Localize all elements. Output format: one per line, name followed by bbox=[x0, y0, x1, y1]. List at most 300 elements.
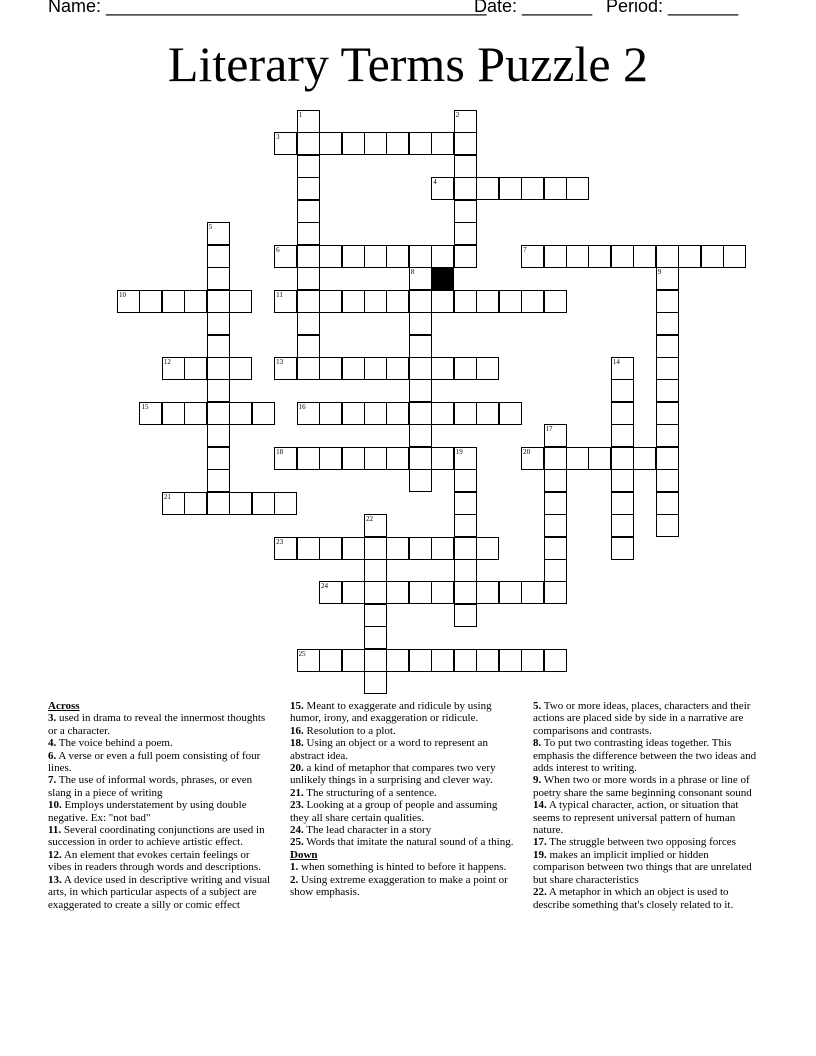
clue-number-label: 5 bbox=[208, 223, 213, 232]
grid-cell[interactable] bbox=[656, 447, 679, 470]
grid-cell[interactable] bbox=[342, 537, 365, 560]
grid-cell[interactable] bbox=[656, 379, 679, 402]
grid-cell[interactable] bbox=[364, 604, 387, 627]
clue-text: A typical character, action, or situation that seems to represent universal pattern of human nature. bbox=[533, 799, 739, 837]
grid-cell[interactable] bbox=[297, 402, 320, 425]
clue-text: The use of informal words, phrases, or even slang in a piece of writing bbox=[48, 774, 253, 799]
grid-cell[interactable] bbox=[386, 357, 409, 380]
grid-cell[interactable] bbox=[431, 177, 454, 200]
clue-item bbox=[290, 836, 516, 848]
grid-cell[interactable] bbox=[342, 357, 365, 380]
grid-cell[interactable] bbox=[297, 357, 320, 380]
clue-item bbox=[48, 712, 274, 737]
grid-cell[interactable] bbox=[364, 581, 387, 604]
clue-text: when something is hinted to before it happens. bbox=[298, 861, 507, 874]
name-field-label: Name: ______________________________________ bbox=[48, 0, 487, 16]
clue-text: Looking at a group of people and assuming they all share certain qualities. bbox=[290, 799, 498, 824]
clue-item bbox=[290, 737, 516, 762]
clue-number-label: 8 bbox=[410, 268, 415, 277]
grid-cell[interactable] bbox=[476, 290, 499, 313]
clue-text: The voice behind a poem. bbox=[56, 737, 173, 750]
grid-cell[interactable] bbox=[588, 447, 611, 470]
page-title: Literary Terms Puzzle 2 bbox=[167, 36, 649, 92]
grid-cell[interactable] bbox=[319, 357, 342, 380]
grid-cell[interactable] bbox=[633, 245, 656, 268]
grid-cell[interactable] bbox=[656, 357, 679, 380]
grid-cell[interactable] bbox=[342, 581, 365, 604]
grid-cell[interactable] bbox=[521, 177, 544, 200]
grid-cell[interactable] bbox=[701, 245, 724, 268]
grid-cell[interactable] bbox=[207, 222, 230, 245]
clue-item bbox=[533, 774, 759, 799]
grid-cell[interactable] bbox=[566, 447, 589, 470]
clue-number-label: 2 bbox=[455, 111, 460, 119]
grid-cell[interactable] bbox=[476, 649, 499, 672]
clue-number-label: 22 bbox=[365, 515, 373, 524]
grid-cell[interactable] bbox=[319, 132, 342, 155]
grid-cell[interactable] bbox=[364, 626, 387, 649]
grid-cell[interactable] bbox=[364, 132, 387, 155]
grid-cell[interactable] bbox=[476, 537, 499, 560]
grid-cell[interactable] bbox=[386, 132, 409, 155]
grid-cell[interactable] bbox=[544, 514, 567, 537]
grid-cell[interactable] bbox=[409, 402, 432, 425]
clue-number-label: 17 bbox=[545, 425, 553, 434]
period-field-label: Period: _______ bbox=[606, 0, 739, 16]
grid-cell[interactable] bbox=[162, 492, 185, 515]
grid-cell[interactable] bbox=[342, 245, 365, 268]
clue-text: Several coordinating conjunctions are used in succession in order to achieve artistic effect. bbox=[48, 824, 265, 849]
grid-cell[interactable] bbox=[364, 290, 387, 313]
clue-number: 17. bbox=[533, 836, 547, 849]
clue-number-label: 12 bbox=[163, 357, 171, 366]
grid-cell[interactable] bbox=[184, 402, 207, 425]
clue-item bbox=[48, 750, 274, 775]
grid-cell[interactable] bbox=[431, 537, 454, 560]
grid-cell[interactable] bbox=[409, 290, 432, 313]
grid-cell[interactable] bbox=[297, 649, 320, 672]
grid-cell[interactable] bbox=[297, 222, 320, 245]
grid-cell[interactable] bbox=[431, 357, 454, 380]
grid-cell[interactable] bbox=[252, 402, 275, 425]
grid-cell[interactable] bbox=[656, 402, 679, 425]
clue-text: A verse or even a full poem consisting of four lines. bbox=[48, 749, 261, 775]
clue-number-label: 9 bbox=[657, 268, 662, 277]
grid-cell[interactable] bbox=[229, 402, 252, 425]
grid-cell[interactable] bbox=[207, 312, 230, 335]
date-field-label: Date: _______ bbox=[474, 0, 593, 16]
grid-cell[interactable] bbox=[229, 357, 252, 380]
grid-cell[interactable] bbox=[544, 177, 567, 200]
grid-cell[interactable] bbox=[297, 245, 320, 268]
grid-cell[interactable] bbox=[386, 290, 409, 313]
grid-cell[interactable] bbox=[454, 581, 477, 604]
grid-cell[interactable] bbox=[611, 469, 634, 492]
clue-number: 2. bbox=[290, 873, 299, 886]
grid-cell[interactable] bbox=[454, 200, 477, 223]
grid-cell[interactable] bbox=[544, 245, 567, 268]
clue-item bbox=[290, 787, 516, 799]
grid-cell[interactable] bbox=[364, 245, 387, 268]
grid-cell[interactable] bbox=[611, 514, 634, 537]
grid-cell[interactable] bbox=[297, 537, 320, 560]
grid-cell[interactable] bbox=[656, 424, 679, 447]
grid-cell[interactable] bbox=[409, 132, 432, 155]
clue-number-label: 3 bbox=[276, 133, 280, 142]
clue-item bbox=[290, 762, 516, 787]
grid-cell[interactable] bbox=[364, 649, 387, 672]
clue-section-heading: Across bbox=[48, 700, 80, 712]
grid-cell[interactable] bbox=[656, 267, 679, 290]
clue-number: 8. bbox=[533, 737, 542, 750]
clue-item bbox=[48, 824, 274, 849]
clue-number: 16. bbox=[290, 724, 304, 737]
clue-item bbox=[48, 799, 274, 824]
grid-cell[interactable] bbox=[499, 290, 522, 313]
grid-cell[interactable] bbox=[162, 290, 185, 313]
grid-cell[interactable] bbox=[184, 290, 207, 313]
grid-cell[interactable] bbox=[431, 245, 454, 268]
grid-cell[interactable] bbox=[184, 357, 207, 380]
grid-cell[interactable] bbox=[319, 537, 342, 560]
grid-cell[interactable] bbox=[319, 402, 342, 425]
grid-cell[interactable] bbox=[544, 537, 567, 560]
clue-number-label: 11 bbox=[276, 290, 283, 299]
grid-cell[interactable] bbox=[319, 649, 342, 672]
grid-cell[interactable] bbox=[544, 559, 567, 582]
grid-cell[interactable] bbox=[656, 492, 679, 515]
grid-cell[interactable] bbox=[611, 537, 634, 560]
grid-cell[interactable] bbox=[656, 335, 679, 358]
grid-cell[interactable] bbox=[431, 132, 454, 155]
grid-cell[interactable] bbox=[499, 402, 522, 425]
grid-cell[interactable] bbox=[544, 492, 567, 515]
clue-number-label: 4 bbox=[433, 178, 437, 187]
grid-cell[interactable] bbox=[678, 245, 701, 268]
grid-cell[interactable] bbox=[588, 245, 611, 268]
grid-cell[interactable] bbox=[409, 335, 432, 358]
grid-cell[interactable] bbox=[409, 245, 432, 268]
clue-number: 22. bbox=[533, 886, 547, 899]
grid-cell[interactable] bbox=[342, 290, 365, 313]
grid-cell[interactable] bbox=[566, 177, 589, 200]
clue-item bbox=[533, 886, 759, 911]
grid-cell[interactable] bbox=[544, 581, 567, 604]
grid-cell[interactable] bbox=[454, 469, 477, 492]
grid-cell[interactable] bbox=[274, 357, 297, 380]
clue-section-heading: Down bbox=[290, 848, 318, 861]
clue-text: An element that evokes certain feelings or vibes in readers through words and descriptions. bbox=[48, 848, 261, 874]
grid-cell[interactable] bbox=[454, 222, 477, 245]
grid-cell[interactable] bbox=[297, 290, 320, 313]
clue-number-label: 6 bbox=[276, 245, 280, 254]
clue-text: A device used in descriptive writing and visual arts, in which particular aspects of a subject are exaggerated to create a silly or comic effect bbox=[48, 873, 271, 911]
clue-number: 7. bbox=[48, 774, 57, 787]
clue-text: To put two contrasting ideas together. This emphasis the difference between the two ideas and adds interest to writing. bbox=[533, 737, 757, 775]
clue-item bbox=[290, 824, 516, 836]
grid-cell[interactable] bbox=[409, 357, 432, 380]
clue-number-label: 20 bbox=[523, 447, 531, 456]
grid-cell[interactable] bbox=[342, 132, 365, 155]
clue-item bbox=[533, 849, 759, 886]
grid-cell[interactable] bbox=[274, 537, 297, 560]
grid-cell[interactable] bbox=[476, 177, 499, 200]
clue-number-label: 19 bbox=[455, 447, 463, 456]
clue-item bbox=[533, 700, 759, 737]
grid-cell[interactable] bbox=[499, 649, 522, 672]
grid-cell[interactable] bbox=[656, 469, 679, 492]
grid-cell[interactable] bbox=[274, 492, 297, 515]
grid-cell[interactable] bbox=[566, 245, 589, 268]
clue-number: 12. bbox=[48, 848, 62, 861]
grid-cell[interactable] bbox=[274, 132, 297, 155]
grid-cell[interactable] bbox=[431, 581, 454, 604]
grid-cell[interactable] bbox=[454, 604, 477, 627]
grid-cell[interactable] bbox=[274, 245, 297, 268]
grid-cell[interactable] bbox=[454, 110, 477, 133]
grid-cell[interactable] bbox=[454, 155, 477, 178]
grid-cell[interactable] bbox=[611, 245, 634, 268]
grid-cell[interactable] bbox=[499, 177, 522, 200]
grid-cell[interactable] bbox=[229, 492, 252, 515]
clue-number: 23. bbox=[290, 799, 304, 812]
clue-number: 3. bbox=[48, 712, 57, 725]
grid-cell[interactable] bbox=[454, 492, 477, 515]
clue-text: When two or more words in a phrase or line of poetry share the same beginning consonant sound bbox=[533, 774, 752, 799]
clue-item bbox=[290, 874, 516, 899]
grid-cell[interactable] bbox=[319, 290, 342, 313]
grid-cell[interactable] bbox=[544, 447, 567, 470]
grid-cell[interactable] bbox=[297, 200, 320, 223]
grid-cell[interactable] bbox=[252, 492, 275, 515]
grid-cell[interactable] bbox=[611, 357, 634, 380]
grid-cell[interactable] bbox=[611, 492, 634, 515]
grid-cell[interactable] bbox=[656, 514, 679, 537]
grid-cell[interactable] bbox=[297, 335, 320, 358]
grid-cell[interactable] bbox=[364, 402, 387, 425]
grid-cell[interactable] bbox=[454, 649, 477, 672]
grid-cell[interactable] bbox=[454, 132, 477, 155]
grid-cell[interactable] bbox=[297, 177, 320, 200]
grid-cell[interactable] bbox=[409, 581, 432, 604]
grid-cell[interactable] bbox=[364, 537, 387, 560]
grid-cell[interactable] bbox=[476, 581, 499, 604]
clue-item bbox=[290, 725, 516, 737]
grid-cell[interactable] bbox=[409, 447, 432, 470]
grid-cell[interactable] bbox=[431, 447, 454, 470]
grid-cell[interactable] bbox=[207, 357, 230, 380]
grid-cell[interactable] bbox=[454, 537, 477, 560]
grid-cell[interactable] bbox=[207, 469, 230, 492]
grid-cell[interactable] bbox=[454, 559, 477, 582]
clue-item bbox=[290, 799, 516, 824]
grid-cell[interactable] bbox=[454, 290, 477, 313]
grid-cell[interactable] bbox=[342, 649, 365, 672]
grid-cell[interactable] bbox=[521, 447, 544, 470]
grid-cell[interactable] bbox=[409, 312, 432, 335]
grid-cell[interactable] bbox=[297, 447, 320, 470]
clue-text: Using extreme exaggeration to make a point or show emphasis. bbox=[290, 873, 508, 899]
grid-cell[interactable] bbox=[207, 335, 230, 358]
grid-cell[interactable] bbox=[521, 649, 544, 672]
clue-item bbox=[48, 874, 274, 911]
grid-cell[interactable] bbox=[633, 447, 656, 470]
grid-cell[interactable] bbox=[117, 290, 140, 313]
grid-cell[interactable] bbox=[319, 447, 342, 470]
clue-column-1 bbox=[48, 700, 274, 911]
clue-number: 13. bbox=[48, 873, 62, 886]
grid-cell[interactable] bbox=[454, 447, 477, 470]
clue-text: Meant to exaggerate and ridicule by using humor, irony, and exaggeration or ridicule. bbox=[290, 700, 492, 725]
clue-item bbox=[48, 849, 274, 874]
grid-cell[interactable] bbox=[386, 447, 409, 470]
grid-cell[interactable] bbox=[544, 290, 567, 313]
clue-item bbox=[48, 737, 274, 749]
grid-cell[interactable] bbox=[364, 671, 387, 694]
clue-number-label: 13 bbox=[276, 357, 284, 366]
grid-cell[interactable] bbox=[409, 537, 432, 560]
clue-number: 15. bbox=[290, 700, 304, 712]
grid-cell[interactable] bbox=[364, 559, 387, 582]
grid-cell[interactable] bbox=[454, 245, 477, 268]
grid-cell[interactable] bbox=[139, 402, 162, 425]
grid-cell[interactable] bbox=[409, 379, 432, 402]
grid-cell[interactable] bbox=[207, 245, 230, 268]
grid-cell[interactable] bbox=[297, 110, 320, 133]
grid-cell[interactable] bbox=[386, 402, 409, 425]
grid-cell[interactable] bbox=[207, 424, 230, 447]
clue-text: a kind of metaphor that compares two very unlikely things in a surprising and clever way. bbox=[290, 762, 496, 787]
clue-item bbox=[290, 861, 516, 873]
grid-cell[interactable] bbox=[364, 514, 387, 537]
grid-cell[interactable] bbox=[454, 357, 477, 380]
grid-cell[interactable] bbox=[521, 245, 544, 268]
grid-cell[interactable] bbox=[342, 447, 365, 470]
clue-number: 10. bbox=[48, 799, 62, 812]
grid-cell[interactable] bbox=[454, 514, 477, 537]
grid-cell[interactable] bbox=[611, 424, 634, 447]
grid-cell[interactable] bbox=[723, 245, 746, 268]
clue-number-label: 24 bbox=[321, 582, 329, 591]
grid-cell[interactable] bbox=[409, 267, 432, 290]
grid-cell[interactable] bbox=[207, 379, 230, 402]
grid-cell[interactable] bbox=[207, 402, 230, 425]
clue-number: 19. bbox=[533, 848, 547, 861]
grid-cell[interactable] bbox=[274, 290, 297, 313]
clue-number-label: 1 bbox=[298, 111, 303, 119]
clue-number: 20. bbox=[290, 762, 304, 775]
clue-number: 24. bbox=[290, 824, 304, 837]
grid-cell[interactable] bbox=[297, 155, 320, 178]
clue-text: Two or more ideas, places, characters and their actions are placed side by side in a narrative are comparisons and contrasts. bbox=[533, 700, 751, 737]
clue-number: 6. bbox=[48, 749, 57, 762]
grid-cell[interactable] bbox=[386, 537, 409, 560]
clue-number-label: 10 bbox=[119, 290, 126, 299]
grid-cell[interactable] bbox=[364, 357, 387, 380]
grid-cell[interactable] bbox=[454, 402, 477, 425]
grid-cell[interactable] bbox=[274, 447, 297, 470]
clue-number: 18. bbox=[290, 737, 304, 750]
grid-cell[interactable] bbox=[431, 290, 454, 313]
grid-cell[interactable] bbox=[544, 649, 567, 672]
grid-cell[interactable] bbox=[499, 581, 522, 604]
clue-number: 21. bbox=[290, 786, 304, 799]
clue-number-label: 16 bbox=[298, 402, 306, 411]
grid-cell[interactable] bbox=[184, 492, 207, 515]
clue-text: used in drama to reveal the innermost thoughts or a character. bbox=[48, 712, 266, 737]
clue-text: The structuring of a sentence. bbox=[303, 786, 437, 799]
grid-cell[interactable] bbox=[386, 649, 409, 672]
clue-number: 25. bbox=[290, 836, 304, 849]
grid-cell[interactable] bbox=[476, 357, 499, 380]
grid-cell[interactable] bbox=[364, 447, 387, 470]
clue-number: 5. bbox=[533, 700, 542, 712]
clue-text: makes an implicit implied or hidden comparison between two things that are unrelated but share characteristics bbox=[533, 848, 752, 886]
grid-cell[interactable] bbox=[386, 245, 409, 268]
grid-cell[interactable] bbox=[207, 492, 230, 515]
clue-number-label: 15 bbox=[141, 402, 149, 411]
grid-cell[interactable] bbox=[319, 245, 342, 268]
grid-cell[interactable] bbox=[521, 581, 544, 604]
grid-cell[interactable] bbox=[431, 402, 454, 425]
grid-cell[interactable] bbox=[431, 649, 454, 672]
clue-text: Using an object or a word to represent an abstract idea. bbox=[290, 737, 488, 762]
clue-item bbox=[533, 836, 759, 848]
grid-cell[interactable] bbox=[409, 469, 432, 492]
grid-cell[interactable] bbox=[656, 312, 679, 335]
clue-number-label: 14 bbox=[612, 357, 620, 366]
grid-cell[interactable] bbox=[162, 402, 185, 425]
clue-item bbox=[533, 799, 759, 836]
grid-cell[interactable] bbox=[611, 379, 634, 402]
clue-number: 4. bbox=[48, 737, 57, 750]
grid-cell[interactable] bbox=[297, 267, 320, 290]
grid-cell[interactable] bbox=[139, 290, 162, 313]
grid-cell[interactable] bbox=[207, 290, 230, 313]
grid-cell[interactable] bbox=[409, 649, 432, 672]
grid-cell[interactable] bbox=[454, 177, 477, 200]
grid-cell[interactable] bbox=[207, 267, 230, 290]
grid-cell[interactable] bbox=[409, 424, 432, 447]
clue-number-label: 21 bbox=[163, 492, 171, 501]
grid-cell[interactable] bbox=[476, 402, 499, 425]
grid-cell[interactable] bbox=[544, 469, 567, 492]
clue-column-2 bbox=[290, 700, 516, 899]
clue-text: Employs understatement by using double negative. Ex: "not bad" bbox=[48, 799, 247, 824]
grid-cell[interactable] bbox=[521, 290, 544, 313]
grid-cell[interactable] bbox=[162, 357, 185, 380]
grid-cell[interactable] bbox=[229, 290, 252, 313]
grid-cell[interactable] bbox=[611, 402, 634, 425]
clue-number: 14. bbox=[533, 799, 547, 812]
grid-cell[interactable] bbox=[319, 581, 342, 604]
clue-number: 1. bbox=[290, 861, 299, 874]
grid-cell[interactable] bbox=[656, 290, 679, 313]
grid-cell[interactable] bbox=[656, 245, 679, 268]
clue-text: Resolution to a plot. bbox=[303, 724, 396, 737]
black-cell bbox=[431, 267, 454, 290]
grid-cell[interactable] bbox=[342, 402, 365, 425]
clue-text: The lead character in a story bbox=[303, 824, 432, 837]
clue-number: 9. bbox=[533, 774, 542, 787]
grid-cell[interactable] bbox=[297, 132, 320, 155]
grid-cell[interactable] bbox=[611, 447, 634, 470]
grid-cell[interactable] bbox=[297, 312, 320, 335]
grid-cell[interactable] bbox=[544, 424, 567, 447]
clue-item bbox=[48, 774, 274, 799]
grid-cell[interactable] bbox=[386, 581, 409, 604]
grid-cell[interactable] bbox=[207, 447, 230, 470]
